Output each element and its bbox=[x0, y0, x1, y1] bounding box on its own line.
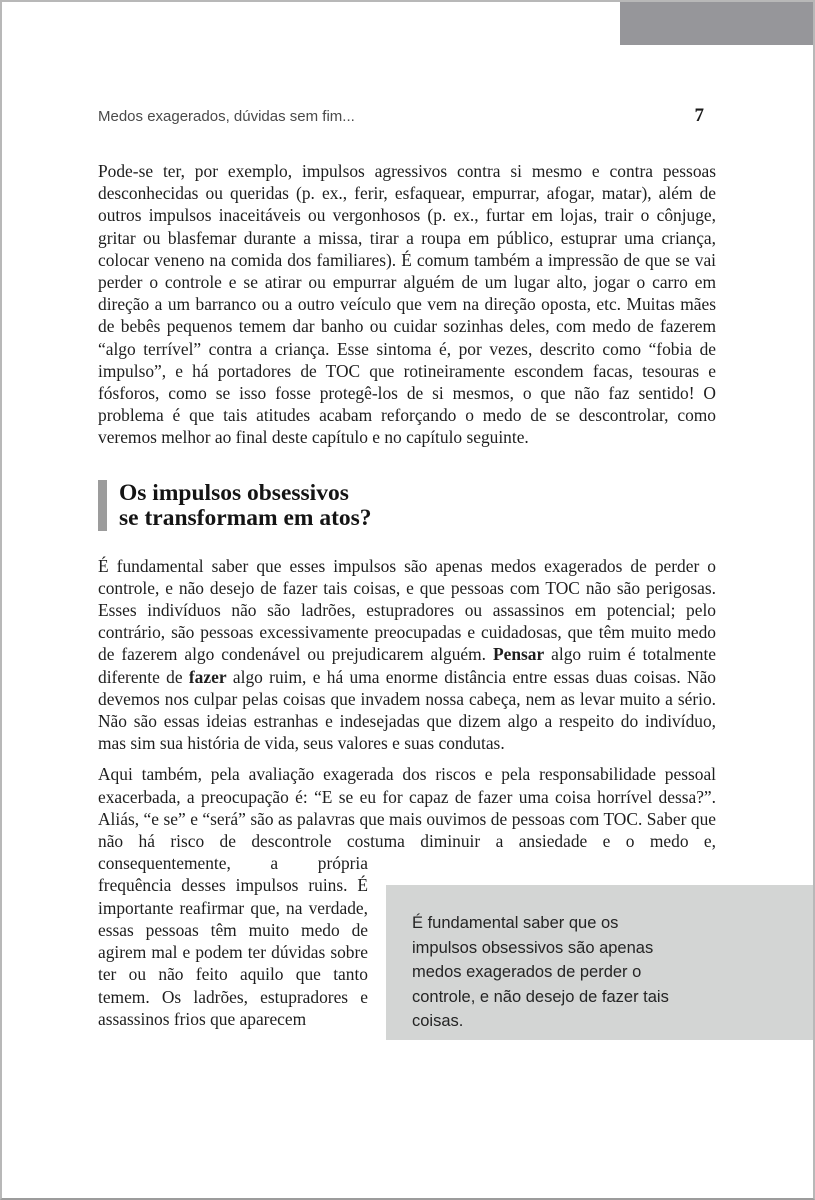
callout-text: É fundamental saber que os impulsos obsessivos são apenas medos exagerados de perder o controle, e não desejo de fazer tais coisas. bbox=[412, 914, 669, 1031]
page-number: 7 bbox=[694, 105, 704, 126]
paragraph-3 bbox=[98, 763, 716, 1029]
section-heading bbox=[119, 480, 372, 531]
running-header-title: Medos exagerados, dúvidas sem fim... bbox=[98, 108, 355, 125]
callout-box bbox=[386, 885, 813, 1040]
heading-line-2: se transformam em atos? bbox=[119, 504, 372, 531]
heading-line-1: Os impulsos obsessivos bbox=[119, 479, 349, 506]
paragraph-1: Pode-se ter, por exemplo, impulsos agressivos contra si mesmo e contra pessoas desconhecidas ou queridas (p. ex., ferir, esfaquear, empurrar, afogar, matar), além de outros impulsos inaceitáveis ou vergonhosos (p. ex., furtar em lojas, trair o cônjuge, gritar ou blasfemar durante a missa, tirar a roupa em público, estuprar uma criança, colocar veneno na comida dos familiares). É comum também a impressão de que se vai perder o controle e se atirar ou empurrar alguém de um lugar alto, jogar o carro em direção a um barranco ou a outro veículo que vem na direção oposta, etc. Muitas mães de bebês pequenos temem dar banho ou cuidar sozinhas deles, com medo de fazerem “algo terrível” contra a criança. Esse sintoma é, por vezes, descrito como “fobia de impulso”, e há portadores de TOC que rotineiramente escondem facas, tesouras e fósforos, como se isso fosse protegê-los de si mesmos, o que não faz sentido! O problema é que tais atitudes acabam reforçando o medo de se descontrolar, como veremos melhor ao final deste capítulo e no capítulo seguinte. bbox=[98, 161, 716, 448]
paragraph-2: É fundamental saber que esses impulsos são apenas medos exagerados de perder o controle, e não desejo de fazer tais coisas, e que pessoas com TOC não são perigosas. Esses indivíduos não são ladrões, estupradores ou assassinos em potencial; pelo contrário, são pessoas excessivamente preocupadas e cuidadosas, que têm muito medo de fazerem algo condenável ou prejudicarem alguém. Pensar algo ruim é totalmente diferente de fazer algo ruim, e há uma enorme distância entre essas duas coisas. Não devemos nos culpar pelas coisas que invadem nossa cabeça, nem as levar muito a sério. Não são essas ideias estranhas e indesejadas que dizem algo a respeito do indivíduo, mas sim sua história de vida, seus valores e suas condutas. bbox=[98, 555, 716, 754]
page-content bbox=[2, 2, 813, 1030]
heading-accent-bar bbox=[98, 480, 107, 531]
corner-decoration bbox=[620, 0, 815, 45]
paragraph-3-after-callout: e o medo e, consequentemente, a própria frequência desses impulsos ruins. É importante reafirmar que, na verdade, essas pessoas têm muito medo de agirem mal e podem ter dúvidas sobre ter ou não feito aquilo que tanto temem. Os ladrões, estupradores e assassinos frios que aparecem bbox=[98, 831, 716, 1029]
running-header bbox=[98, 105, 716, 127]
paragraph-3-before-callout: Aqui também, pela avaliação exagerada dos riscos e pela responsabilidade pessoal exacerbada, a preocupação é: “E se eu for capaz de fazer uma coisa horrível dessa?”. Aliás, “e se” e “será” são as palavras que mais ouvimos de pessoas com TOC. Saber que não há risco de descontrole costuma diminuir a ansiedade bbox=[98, 764, 716, 852]
section-heading-block bbox=[98, 480, 716, 531]
